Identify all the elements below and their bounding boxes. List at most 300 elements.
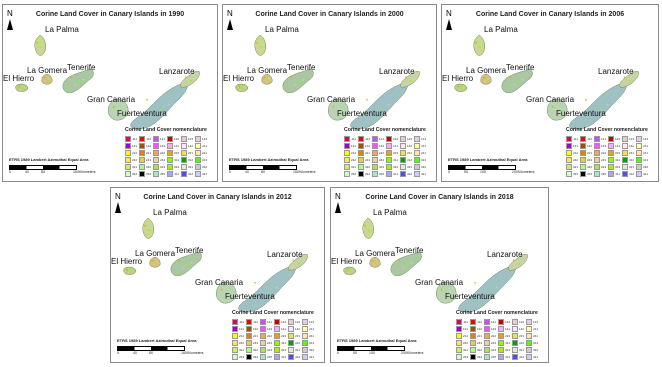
legend-code: 242 xyxy=(238,341,244,345)
north-label: N xyxy=(115,192,121,201)
legend-code: 131 xyxy=(350,144,356,148)
legend-swatch xyxy=(232,354,238,360)
legend-swatch xyxy=(636,157,642,163)
scale-tick-label: 80 xyxy=(41,170,45,174)
legend-swatch xyxy=(125,164,131,170)
legend-item xyxy=(358,150,370,156)
scale-bar xyxy=(9,165,99,175)
legend-code: 244 xyxy=(378,158,384,162)
legend-code: 112 xyxy=(253,320,258,324)
legend-swatch xyxy=(456,333,462,339)
legend-item xyxy=(526,326,538,332)
island-label-lanzarote: Lanzarote xyxy=(379,67,415,76)
legend-item xyxy=(484,340,496,346)
legend-item xyxy=(232,326,244,332)
legend-code: 421 xyxy=(420,172,426,176)
projection-label: ETRS 1989 Lambert Azimuthal Equal Area xyxy=(448,157,528,162)
legend-swatch xyxy=(400,150,406,156)
legend-swatch xyxy=(372,143,378,149)
legend-item xyxy=(195,164,207,170)
legend-swatch xyxy=(470,326,476,332)
legend-item xyxy=(400,150,412,156)
legend-code: 123 xyxy=(628,137,634,141)
scale-unit-label: Kilometers xyxy=(79,170,96,174)
legend-code: 241 xyxy=(532,334,538,338)
legend-swatch xyxy=(153,150,159,156)
legend-swatch xyxy=(484,354,490,360)
north-arrow-icon xyxy=(335,192,341,213)
legend-code: 334 xyxy=(476,355,482,359)
scale-ticks xyxy=(117,351,207,356)
legend-code: 121 xyxy=(490,320,496,324)
legend-code: 323 xyxy=(266,348,272,352)
legend-swatch xyxy=(153,157,159,163)
legend-swatch xyxy=(195,171,201,177)
island-la-gomera xyxy=(261,74,273,85)
island-label-gran-canaria: Gran Canaria xyxy=(307,95,356,104)
legend-code: 111 xyxy=(132,137,137,141)
legend-code: 323 xyxy=(600,165,606,169)
legend-item xyxy=(414,171,426,177)
scale-unit-label: Kilometers xyxy=(187,351,204,355)
scale-bar xyxy=(229,165,319,175)
legend-item xyxy=(400,164,412,170)
north-arrow-shape xyxy=(335,202,341,213)
legend-item xyxy=(125,143,137,149)
legend-code: 323 xyxy=(159,165,165,169)
legend-item xyxy=(594,150,606,156)
legend-item xyxy=(372,157,384,163)
legend-swatch xyxy=(386,143,392,149)
legend-swatch xyxy=(498,354,504,360)
north-arrow-icon xyxy=(115,192,121,213)
legend-code: 321 xyxy=(350,165,356,169)
island-el-hierro xyxy=(123,266,137,276)
legend-item xyxy=(344,164,356,170)
legend-code: 111 xyxy=(351,137,356,141)
legend-item xyxy=(622,164,634,170)
island-label-gran-canaria: Gran Canaria xyxy=(526,95,575,104)
legend-swatch xyxy=(608,143,614,149)
island-el-hierro xyxy=(15,83,29,93)
legend-swatch xyxy=(260,347,266,353)
legend-item xyxy=(232,354,244,360)
island-tenerife xyxy=(281,69,315,93)
legend-item xyxy=(181,150,193,156)
legend-swatch xyxy=(498,326,504,332)
legend-item xyxy=(622,157,634,163)
legend-swatch xyxy=(414,136,420,142)
legend-grid xyxy=(566,136,648,177)
legend-code: 122 xyxy=(504,320,510,324)
legend-code: 222 xyxy=(159,151,165,155)
island-label-la-palma: La Palma xyxy=(45,25,79,34)
legend-code: 321 xyxy=(462,348,468,352)
legend-item xyxy=(456,354,468,360)
legend-swatch xyxy=(125,157,131,163)
legend-swatch xyxy=(167,157,173,163)
scale-tick-label: 0 xyxy=(117,351,119,355)
legend-code: 124 xyxy=(201,137,207,141)
legend-swatch xyxy=(358,143,364,149)
legend-swatch xyxy=(232,340,238,346)
legend-swatch xyxy=(167,143,173,149)
north-label: N xyxy=(227,9,233,18)
legend-item xyxy=(484,319,496,325)
legend-code: 123 xyxy=(187,137,193,141)
legend-swatch xyxy=(498,347,504,353)
legend-item xyxy=(498,354,510,360)
map-title: Corine Land Cover in Canary Islands in 2006 xyxy=(475,11,625,18)
legend-swatch xyxy=(608,171,614,177)
legend-code: 335 xyxy=(266,355,272,359)
legend-code: 212 xyxy=(462,334,468,338)
legend-code: 324 xyxy=(392,165,398,169)
legend-swatch xyxy=(470,319,476,325)
legend-code: 311 xyxy=(393,158,398,162)
legend-swatch xyxy=(512,354,518,360)
legend-swatch xyxy=(594,157,600,163)
island-tenerife xyxy=(500,69,534,93)
legend-item xyxy=(484,347,496,353)
legend-item xyxy=(358,143,370,149)
legend-item xyxy=(608,143,620,149)
legend-code: 333 xyxy=(238,355,244,359)
legend-swatch xyxy=(622,171,628,177)
legend-code: 421 xyxy=(642,172,648,176)
legend-code: 311 xyxy=(174,158,179,162)
legend-swatch xyxy=(288,319,294,325)
island-fuerteventura xyxy=(457,266,517,314)
legend-item xyxy=(260,326,272,332)
legend-swatch xyxy=(344,171,350,177)
legend-swatch xyxy=(470,354,476,360)
legend-swatch xyxy=(386,136,392,142)
legend-code: 241 xyxy=(642,151,648,155)
legend-code: 133 xyxy=(266,327,272,331)
legend-code: 133 xyxy=(378,144,384,148)
legend-code: 412 xyxy=(294,355,300,359)
legend-code: 112 xyxy=(587,137,592,141)
legend-code: 411 xyxy=(615,172,620,176)
legend-item xyxy=(181,164,193,170)
legend-swatch xyxy=(470,333,476,339)
legend-swatch xyxy=(386,157,392,163)
legend-swatch xyxy=(400,143,406,149)
legend-code: 335 xyxy=(600,172,606,176)
legend-code: 212 xyxy=(131,151,137,155)
legend-item xyxy=(358,164,370,170)
legend-code: 112 xyxy=(365,137,370,141)
legend-code: 243 xyxy=(586,158,592,162)
island-label-la-gomera: La Gomera xyxy=(466,66,507,75)
legend-code: 243 xyxy=(252,341,258,345)
legend-item xyxy=(622,143,634,149)
legend-item xyxy=(181,157,193,163)
legend-item xyxy=(274,333,286,339)
legend-item xyxy=(153,136,165,142)
island-el-hierro xyxy=(454,83,468,93)
scale-tick-label: 160 xyxy=(293,170,299,174)
legend-code: 332 xyxy=(201,165,207,169)
legend-item xyxy=(566,164,578,170)
legend-code: 244 xyxy=(266,341,272,345)
north-arrow-shape xyxy=(227,19,233,30)
legend-title: Corine Land Cover nomenclature xyxy=(125,127,207,133)
legend-title: Corine Land Cover nomenclature xyxy=(456,310,538,316)
legend-item xyxy=(232,333,244,339)
legend-swatch xyxy=(400,157,406,163)
legend-swatch xyxy=(512,340,518,346)
legend-swatch xyxy=(288,326,294,332)
legend-item xyxy=(302,347,314,353)
legend-code: 123 xyxy=(518,320,524,324)
legend-item xyxy=(498,347,510,353)
legend-swatch xyxy=(260,354,266,360)
scale-ticks xyxy=(337,351,427,356)
legend-item xyxy=(386,136,398,142)
legend-item xyxy=(580,143,592,149)
legend-code: 121 xyxy=(266,320,272,324)
legend-swatch xyxy=(260,340,266,346)
island-label-la-gomera: La Gomera xyxy=(355,249,396,258)
legend-swatch xyxy=(246,354,252,360)
legend-code: 131 xyxy=(131,144,137,148)
legend-swatch xyxy=(456,347,462,353)
legend-item xyxy=(594,157,606,163)
legend-swatch xyxy=(195,157,201,163)
legend-item xyxy=(386,171,398,177)
legend-item xyxy=(636,150,648,156)
legend-item xyxy=(414,136,426,142)
legend-swatch xyxy=(512,333,518,339)
legend-code: 241 xyxy=(308,334,314,338)
legend-code: 335 xyxy=(159,172,165,176)
map-panel-2012 xyxy=(110,187,325,363)
legend-swatch xyxy=(608,157,614,163)
legend-swatch xyxy=(153,164,159,170)
legend-item xyxy=(386,143,398,149)
legend-item xyxy=(470,340,482,346)
legend-code: 231 xyxy=(187,151,193,155)
projection-label: ETRS 1989 Lambert Azimuthal Equal Area xyxy=(117,338,197,343)
island-label-la-palma: La Palma xyxy=(373,208,407,217)
legend-swatch xyxy=(456,354,462,360)
legend-item xyxy=(372,171,384,177)
legend-swatch xyxy=(636,136,642,142)
legend-swatch xyxy=(594,171,600,177)
legend-code: 131 xyxy=(462,327,468,331)
legend-code: 311 xyxy=(281,341,286,345)
legend-code: 332 xyxy=(642,165,648,169)
scale-tick-label: 200 xyxy=(401,351,407,355)
legend-item xyxy=(456,319,468,325)
legend-item xyxy=(526,319,538,325)
legend-code: 324 xyxy=(614,165,620,169)
scale-bar xyxy=(337,346,427,356)
legend-swatch xyxy=(288,333,294,339)
scale-tick-label: 0 xyxy=(448,170,450,174)
legend-swatch xyxy=(622,164,628,170)
legend-code: 412 xyxy=(187,172,193,176)
legend-swatch xyxy=(470,347,476,353)
legend-item xyxy=(288,319,300,325)
legend-code: 322 xyxy=(364,165,370,169)
legend-item xyxy=(288,340,300,346)
legend-swatch xyxy=(580,171,586,177)
legend-item xyxy=(594,136,606,142)
legend-item xyxy=(153,171,165,177)
legend-swatch xyxy=(512,326,518,332)
legend-swatch xyxy=(512,319,518,325)
north-label: N xyxy=(446,9,452,18)
legend-item xyxy=(153,143,165,149)
legend-item xyxy=(580,136,592,142)
map-title: Corine Land Cover in Canary Islands in 1990 xyxy=(35,11,185,18)
legend-code: 231 xyxy=(518,334,524,338)
legend-code: 124 xyxy=(420,137,426,141)
legend-swatch xyxy=(195,150,201,156)
legend-swatch xyxy=(526,347,532,353)
legend-swatch xyxy=(608,164,614,170)
legend-item xyxy=(344,143,356,149)
scale-bar xyxy=(117,346,207,356)
legend-code: 333 xyxy=(572,172,578,176)
legend-item xyxy=(636,136,648,142)
legend-swatch xyxy=(288,340,294,346)
legend-item xyxy=(167,143,179,149)
legend-code: 244 xyxy=(159,158,165,162)
legend-item xyxy=(302,340,314,346)
legend-code: 331 xyxy=(187,165,193,169)
legend-item xyxy=(414,143,426,149)
legend-code: 222 xyxy=(490,334,496,338)
legend-code: 223 xyxy=(614,151,620,155)
legend-code: 243 xyxy=(476,341,482,345)
legend-code: 121 xyxy=(600,137,606,141)
legend-item xyxy=(372,136,384,142)
legend-item xyxy=(470,333,482,339)
island-la-palma xyxy=(472,35,486,57)
legend-item xyxy=(288,347,300,353)
north-label: N xyxy=(7,9,13,18)
legend-code: 123 xyxy=(294,320,300,324)
legend-item xyxy=(512,354,524,360)
legend-swatch xyxy=(580,143,586,149)
legend-item xyxy=(195,157,207,163)
legend-item xyxy=(274,319,286,325)
legend-code: 324 xyxy=(504,348,510,352)
island-label-la-palma: La Palma xyxy=(484,25,518,34)
legend-swatch xyxy=(181,150,187,156)
legend-swatch xyxy=(622,143,628,149)
legend-item xyxy=(622,150,634,156)
legend-code: 323 xyxy=(490,348,496,352)
legend-swatch xyxy=(195,143,201,149)
legend-item xyxy=(153,164,165,170)
legend-code: 123 xyxy=(406,137,412,141)
legend-swatch xyxy=(566,171,572,177)
legend-item xyxy=(386,157,398,163)
legend-code: 222 xyxy=(266,334,272,338)
island-label-fuerteventura: Fuerteventura xyxy=(117,109,167,118)
legend-item xyxy=(195,136,207,142)
island-label-la-gomera: La Gomera xyxy=(27,66,68,75)
legend-swatch xyxy=(400,171,406,177)
legend-item xyxy=(484,326,496,332)
island-label-gran-canaria: Gran Canaria xyxy=(195,278,244,287)
legend-item xyxy=(608,136,620,142)
legend-code: 334 xyxy=(364,172,370,176)
legend-code: 313 xyxy=(532,341,538,345)
legend-item xyxy=(386,150,398,156)
legend-code: 142 xyxy=(518,327,524,331)
legend-grid xyxy=(456,319,538,360)
island-label-el-hierro: El Hierro xyxy=(442,74,474,83)
legend-swatch xyxy=(470,340,476,346)
legend-item xyxy=(512,347,524,353)
legend-swatch xyxy=(246,319,252,325)
legend-code: 141 xyxy=(504,327,510,331)
legend-code: 313 xyxy=(420,158,426,162)
legend-code: 243 xyxy=(145,158,151,162)
legend-swatch xyxy=(167,150,173,156)
legend-swatch xyxy=(456,340,462,346)
legend-swatch xyxy=(181,164,187,170)
legend-code: 212 xyxy=(572,151,578,155)
legend-swatch xyxy=(232,333,238,339)
legend-swatch xyxy=(302,354,308,360)
legend-item xyxy=(288,354,300,360)
legend-item xyxy=(636,171,648,177)
legend-code: 231 xyxy=(628,151,634,155)
legend-item xyxy=(302,319,314,325)
legend-code: 331 xyxy=(294,348,300,352)
legend-item xyxy=(181,143,193,149)
legend xyxy=(232,310,314,360)
scale-unit-label: Kilometers xyxy=(299,170,316,174)
legend-item xyxy=(288,333,300,339)
legend-code: 322 xyxy=(145,165,151,169)
legend-swatch xyxy=(484,326,490,332)
legend-item xyxy=(608,150,620,156)
legend-code: 133 xyxy=(490,327,496,331)
legend-code: 244 xyxy=(490,341,496,345)
legend-item xyxy=(246,354,258,360)
legend-item xyxy=(470,326,482,332)
legend-code: 323 xyxy=(378,165,384,169)
legend-grid xyxy=(125,136,207,177)
legend-item xyxy=(372,150,384,156)
legend-item xyxy=(580,150,592,156)
legend-swatch xyxy=(372,150,378,156)
legend-swatch xyxy=(358,157,364,163)
legend-code: 111 xyxy=(239,320,244,324)
legend-swatch xyxy=(125,171,131,177)
scale-tick-label: 40 xyxy=(25,170,29,174)
legend-code: 223 xyxy=(280,334,286,338)
legend-swatch xyxy=(484,319,490,325)
legend-swatch xyxy=(139,143,145,149)
legend-swatch xyxy=(484,347,490,353)
legend-swatch xyxy=(125,136,131,142)
legend-swatch xyxy=(636,171,642,177)
legend-swatch xyxy=(181,143,187,149)
north-label: N xyxy=(335,192,341,201)
legend-swatch xyxy=(139,171,145,177)
island-label-la-gomera: La Gomera xyxy=(247,66,288,75)
scale-tick-label: 0 xyxy=(229,170,231,174)
